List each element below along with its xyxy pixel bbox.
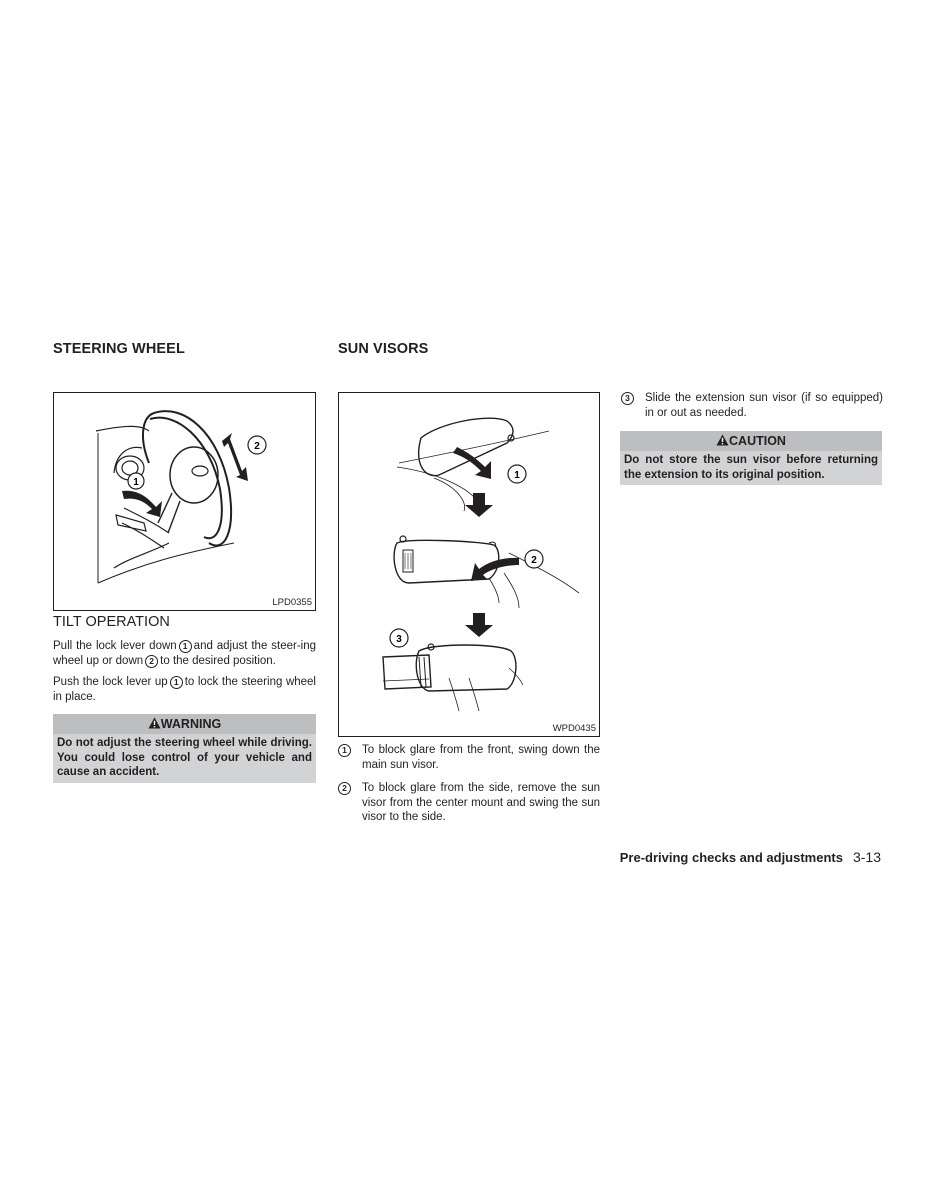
sun-visor-illustration — [339, 393, 599, 736]
page-footer — [620, 849, 881, 865]
warning-triangle-icon — [148, 717, 161, 729]
figure-code: LPD0355 — [272, 597, 312, 608]
warning-triangle-icon — [716, 434, 729, 446]
tilt-paragraph-1: Pull the lock lever down 1 and adjust the steer-ing wheel up or down 2 to the desired position. — [53, 640, 316, 667]
list-item-text: To block glare from the side, remove the sun visor from the center mount and swing the sun visor to the side. — [362, 782, 600, 823]
step-number: 1 — [338, 744, 351, 757]
caution-header — [620, 431, 882, 451]
caution-title: CAUTION — [729, 434, 786, 448]
warning-title: WARNING — [160, 717, 222, 731]
sun-visors-heading: SUN VISORS — [338, 341, 429, 357]
callout-1 — [508, 465, 526, 483]
callout-2 — [525, 550, 543, 568]
callout-3 — [390, 629, 408, 647]
tilt-paragraph-2: Push the lock lever up 1 to lock the steering wheel in place. — [53, 676, 316, 703]
svg-text:1: 1 — [514, 470, 520, 481]
step-number: 2 — [145, 655, 158, 668]
tilt-operation-subheading: TILT OPERATION — [53, 614, 170, 630]
steering-wheel-figure — [53, 392, 316, 611]
list-item — [621, 391, 883, 420]
page-number: 3-13 — [852, 849, 881, 865]
warning-text: Do not adjust the steering wheel while driving. You could lose control of your vehicle and cause an accident. — [57, 737, 312, 778]
step-number: 2 — [338, 782, 351, 795]
svg-text:1: 1 — [133, 477, 139, 488]
svg-text:2: 2 — [254, 441, 260, 452]
step-number: 1 — [170, 676, 183, 689]
warning-header — [53, 714, 316, 734]
warning-box — [53, 714, 316, 783]
steering-wheel-heading: STEERING WHEEL — [53, 341, 185, 357]
sun-visor-figure — [338, 392, 600, 737]
footer-section-title: Pre-driving checks and adjustments — [619, 850, 843, 865]
list-item-text: To block glare from the front, swing down the main sun visor. — [362, 744, 600, 771]
callout-2 — [248, 436, 266, 454]
list-item-text: Slide the extension sun visor (if so equipped) in or out as needed. — [645, 392, 883, 419]
list-item — [338, 743, 600, 772]
steering-wheel-illustration — [54, 393, 315, 610]
figure-code: WPD0435 — [552, 723, 596, 734]
caution-box — [620, 431, 882, 485]
callout-1 — [128, 473, 144, 489]
step-number: 1 — [179, 640, 192, 653]
svg-text:2: 2 — [531, 555, 537, 566]
step-number: 3 — [621, 392, 634, 405]
list-item — [338, 781, 600, 825]
svg-text:3: 3 — [396, 634, 402, 645]
caution-text: Do not store the sun visor before returning the extension to its original position. — [624, 454, 878, 481]
